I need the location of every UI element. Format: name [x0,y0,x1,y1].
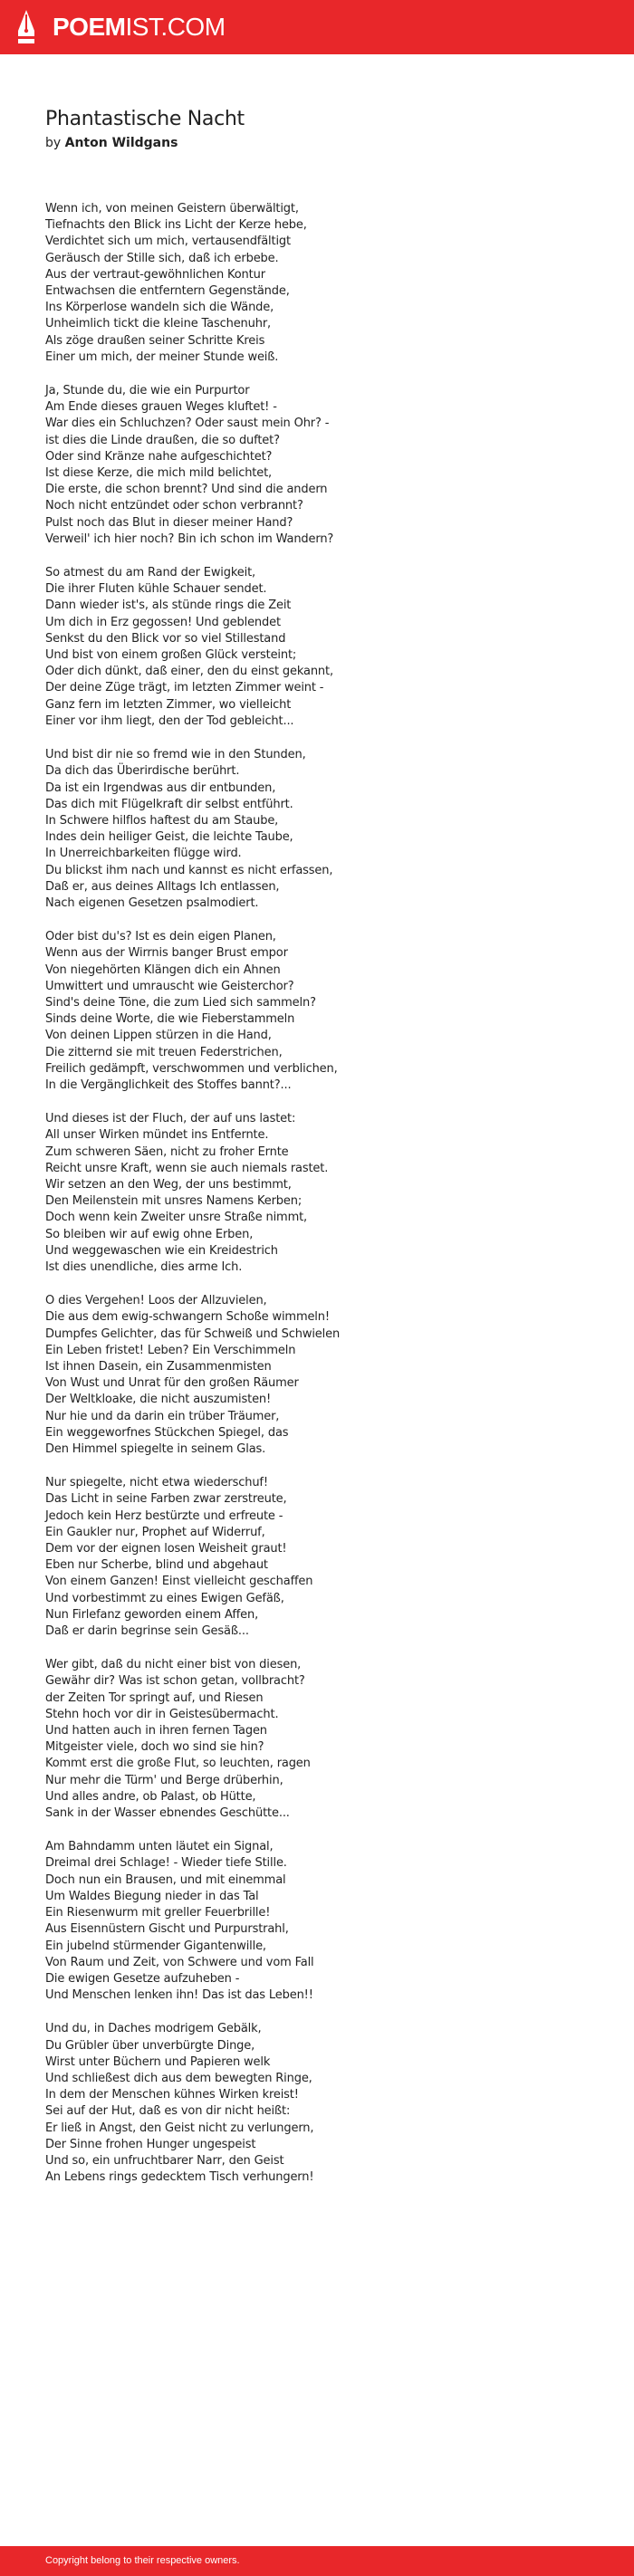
poem-line: Der deine Züge trägt, im letzten Zimmer weint - [45,681,324,695]
poem-line: Da ist ein Irgendwas aus dir entbunden, [45,780,276,795]
poem-line: Pulst noch das Blut in dieser meiner Hand? [45,515,293,530]
poem-line: Ist ihnen Dasein, ein Zusammenmisten [45,1360,272,1374]
poem-line: Dumpfes Gelichter, das für Schweiß und Schwielen [45,1326,341,1341]
poem-line: Von einem Ganzen! Einst vielleicht geschaffen [45,1575,313,1589]
poem-line: Eben nur Scherbe, blind und abgehaut [45,1558,268,1573]
stanza [45,1111,589,1276]
poem-line: Doch wenn kein Zweiter unsre Straße nimmt, [45,1211,308,1225]
poem-line: Und Menschen lenken ihn! Das ist das Leben!! [45,1988,313,2003]
poem-line: Nun Firlefanz geworden einem Affen, [45,1607,259,1622]
poem-line: Ins Körperlose wandeln sich die Wände, [45,301,274,315]
poem-line: Ja, Stunde du, die wie ein Purpurtor [45,384,250,398]
poem-line: Und dieses ist der Fluch, der auf uns lastet: [45,1112,296,1126]
poem-line: Zum schweren Säen, nicht zu froher Ernte [45,1144,289,1159]
poem-line: Mitgeister viele, doch wo sind sie hin? [45,1740,264,1755]
poem-line: Als zöge draußen seiner Schritte Kreis [45,333,265,348]
poem-line: Einer um mich, der meiner Stunde weiß. [45,350,279,364]
poem-line: Ist diese Kerze, die mich mild belichtet, [45,466,273,481]
poem-line: Umwittert und umrauscht wie Geisterchor? [45,979,294,993]
poem-line: An Lebens rings gedecktem Tisch verhungern! [45,2170,314,2185]
poem-line: Tiefnachts den Blick ins Licht der Kerze hebe, [45,218,307,233]
poem-line: Ein weggeworfnes Stückchen Spiegel, das [45,1425,289,1440]
poem-line: Senkst du den Blick vor so viel Stillestand [45,631,286,646]
poem-line: Nach eigenen Gesetzen psalmodiert. [45,895,259,910]
poem-body [45,201,589,2186]
poem-line: Du blickst ihm nach und kannst es nicht erfassen, [45,863,333,877]
stanza [45,1839,589,2004]
poem-line: Und weggewaschen wie ein Kreidestrich [45,1243,278,1258]
poem-line: Ein jubelnd stürmender Gigantenwille, [45,1939,266,1953]
poem-line: Die zitternd sie mit treuen Federstrichen, [45,1045,283,1059]
poem-line: Und alles andre, ob Palast, ob Hütte, [45,1789,256,1804]
poem-line: Da dich das Überirdische berührt. [45,764,240,779]
poem-line: Wenn aus der Wirrnis banger Brust empor [45,946,288,961]
poem-line: Er ließ in Angst, den Geist nicht zu verlungern, [45,2121,314,2135]
poem-line: Die ihrer Fluten kühle Schauer sendet. [45,582,267,597]
stanza [45,1657,589,1822]
poem-line: Dann wieder ist's, als stünde rings die Zeit [45,599,292,613]
poem-line: Oder bist du's? Ist es dein eigen Planen, [45,930,276,944]
poem-line: Die ewigen Gesetze aufzuheben - [45,1971,240,1986]
poem-line: Ein Leben fristet! Leben? Ein Verschimmeln [45,1343,296,1357]
poem-line: Daß er darin begrinse sein Gesäß... [45,1624,249,1639]
poem-line: O dies Vergehen! Loos der Allzuvielen, [45,1294,267,1308]
poem-line: Jedoch kein Herz bestürzte und erfreute - [45,1508,283,1523]
poem-line: Doch nun ein Brausen, und mit einemmal [45,1872,286,1887]
poem-line: Entwachsen die entferntern Gegenstände, [45,284,290,299]
poem-line: Das Licht in seine Farben zwar zerstreute, [45,1492,287,1507]
poem-line: Wirst unter Büchern und Papieren welk [45,2054,271,2069]
poem-line: Einer vor ihm liegt, den der Tod gebleicht... [45,713,294,728]
poem-line: Das dich mit Flügelkraft dir selbst entführt. [45,797,293,811]
poem-line: Aus Eisennüstern Gischt und Purpurstrahl, [45,1922,289,1937]
poem-line: Und du, in Daches modrigem Gebälk, [45,2022,262,2036]
poem-line: Und bist von einem großen Glück versteint; [45,648,297,663]
poem-line: Ist dies unendliche, dies arme Ich. [45,1259,243,1274]
site-logo[interactable] [53,12,226,43]
poem-line: Der Sinne frohen Hunger ungespeist [45,2137,256,2151]
poem-line: Ein Gaukler nur, Prophet auf Widerruf, [45,1525,265,1539]
poem-line: Dem vor der eignen losen Weisheit graut! [45,1542,287,1556]
stanza [45,2021,589,2186]
poem-line: In Unerreichbarkeiten flügge wird. [45,847,242,861]
poem-line: War dies ein Schluchzen? Oder saust mein Ohr? - [45,417,330,431]
poem-line: Nur hie und da darin ein trüber Träumer, [45,1409,280,1423]
poem-line: Von niegehörten Klängen dich ein Ahnen [45,962,281,977]
stanza [45,201,589,366]
poem-line: Freilich gedämpft, verschwommen und verblichen, [45,1061,338,1076]
logo-bold-text: POEM [53,13,126,41]
poem-content [45,107,589,2203]
poem-line: Verdichtet sich um mich, vertausendfältigt [45,235,291,249]
poem-line: Sind's deine Töne, die zum Lied sich sammeln? [45,995,316,1010]
poem-line: Um Waldes Biegung nieder in das Tal [45,1889,259,1903]
poem-line: Verweil' ich hier noch? Bin ich schon im Wandern? [45,531,334,546]
stanza [45,1475,589,1640]
poem-line: Sinds deine Worte, die wie Fieberstammeln [45,1012,295,1027]
poem-line: Daß er, aus deines Alltags Ich entlassen, [45,879,280,894]
site-header [0,0,634,54]
poem-line: Indes dein heiliger Geist, die leichte Taube, [45,830,293,845]
poem-line: In dem der Menschen kühnes Wirken kreist! [45,2088,299,2102]
poem-line: Du Grübler über unverbürgte Dinge, [45,2038,255,2053]
poem-line: In Schwere hilflos haftest du am Staube, [45,813,279,828]
poem-line: Von Raum und Zeit, von Schwere und vom Fall [45,1955,314,1969]
poem-line: Und vorbestimmt zu eines Ewigen Gefäß, [45,1591,284,1605]
byline [45,134,589,152]
poem-line: Am Bahndamm unten läutet ein Signal, [45,1840,274,1854]
stanza [45,383,589,548]
poem-line: Von Wust und Unrat für den großen Räumer [45,1376,299,1391]
poem-line: Die aus dem ewig-schwangern Schoße wimmeln! [45,1310,330,1325]
poem-line: der Zeiten Tor springt auf, und Riesen [45,1690,264,1705]
by-label: by [45,136,62,150]
poem-line: Wenn ich, von meinen Geistern überwältigt, [45,202,299,215]
pen-nib-icon[interactable] [16,9,36,45]
stanza [45,747,589,912]
poem-line: Den Meilenstein mit unsres Namens Kerben; [45,1194,303,1209]
poem-line: Und bist dir nie so fremd wie in den Stunden, [45,748,306,762]
poem-line: Von deinen Lippen stürzen in die Hand, [45,1029,272,1043]
poem-line: ist dies die Linde draußen, die so duftet? [45,433,280,447]
poem-line: Der Weltkloake, die nicht auszumisten! [45,1393,272,1407]
stanza [45,565,589,730]
author-link[interactable]: Anton Wildgans [64,136,178,150]
poem-line: Nur mehr die Türm' und Berge drüberhin, [45,1773,283,1787]
poem-line: Stehn hoch vor dir in Geistesübermacht. [45,1707,279,1721]
stanza [45,1293,589,1458]
poem-line: Unheimlich tickt die kleine Taschenuhr, [45,317,271,331]
copyright-text: Copyright belong to their respective owners. [45,2555,240,2566]
poem-line: Gewähr dir? Was ist schon getan, vollbracht? [45,1674,305,1689]
poem-line: Noch nicht entzündet oder schon verbrannt? [45,499,303,513]
poem-line: Reicht unsre Kraft, wenn sie auch niemals rastet. [45,1161,329,1175]
poem-line: Wir setzen an den Weg, der uns bestimmt, [45,1177,292,1192]
poem-line: Nur spiegelte, nicht etwa wiederschuf! [45,1476,268,1490]
poem-line: Oder sind Kränze nahe aufgeschichtet? [45,449,273,464]
poem-line: Ein Riesenwurm mit greller Feuerbrille! [45,1906,271,1920]
site-footer [0,2546,634,2576]
poem-line: Und hatten auch in ihren fernen Tagen [45,1724,267,1738]
poem-line: Oder dich dünkt, daß einer, den du einst gekannt, [45,665,333,679]
poem-line: All unser Wirken mündet ins Entfernte. [45,1128,269,1143]
poem-line: Kommt erst die große Flut, so leuchten, ragen [45,1757,311,1771]
poem-line: Um dich in Erz gegossen! Und geblendet [45,615,281,629]
logo-light-text: IST.COM [125,13,226,41]
poem-line: Am Ende dieses grauen Weges kluftet! - [45,400,277,415]
poem-line: Und schließest dich aus dem bewegten Ringe, [45,2071,312,2085]
poem-line: Und so, ein unfruchtbarer Narr, den Geist [45,2153,284,2168]
poem-line: Den Himmel spiegelte in seinem Glas. [45,1442,266,1457]
poem-line: So bleiben wir auf ewig ohne Erben, [45,1227,254,1241]
poem-line: Wer gibt, daß du nicht einer bist von diesen, [45,1658,302,1672]
poem-line: Dreimal drei Schlage! - Wieder tiefe Stille. [45,1856,287,1871]
poem-line: Sank in der Wasser ebnendes Geschütte... [45,1806,290,1821]
poem-line: Geräusch der Stille sich, daß ich erbebe. [45,251,279,265]
poem-line: Aus der vertraut-gewöhnlichen Kontur [45,267,265,282]
poem-line: In die Vergänglichkeit des Stoffes bannt?... [45,1077,292,1092]
stanza [45,929,589,1094]
poem-line: Sei auf der Hut, daß es von dir nicht heißt: [45,2104,291,2119]
poem-line: Die erste, die schon brennt? Und sind die andern [45,483,328,497]
poem-line: Ganz fern im letzten Zimmer, wo vielleicht [45,697,292,712]
poem-title: Phantastische Nacht [45,108,245,130]
poem-line: So atmest du am Rand der Ewigkeit, [45,566,256,580]
